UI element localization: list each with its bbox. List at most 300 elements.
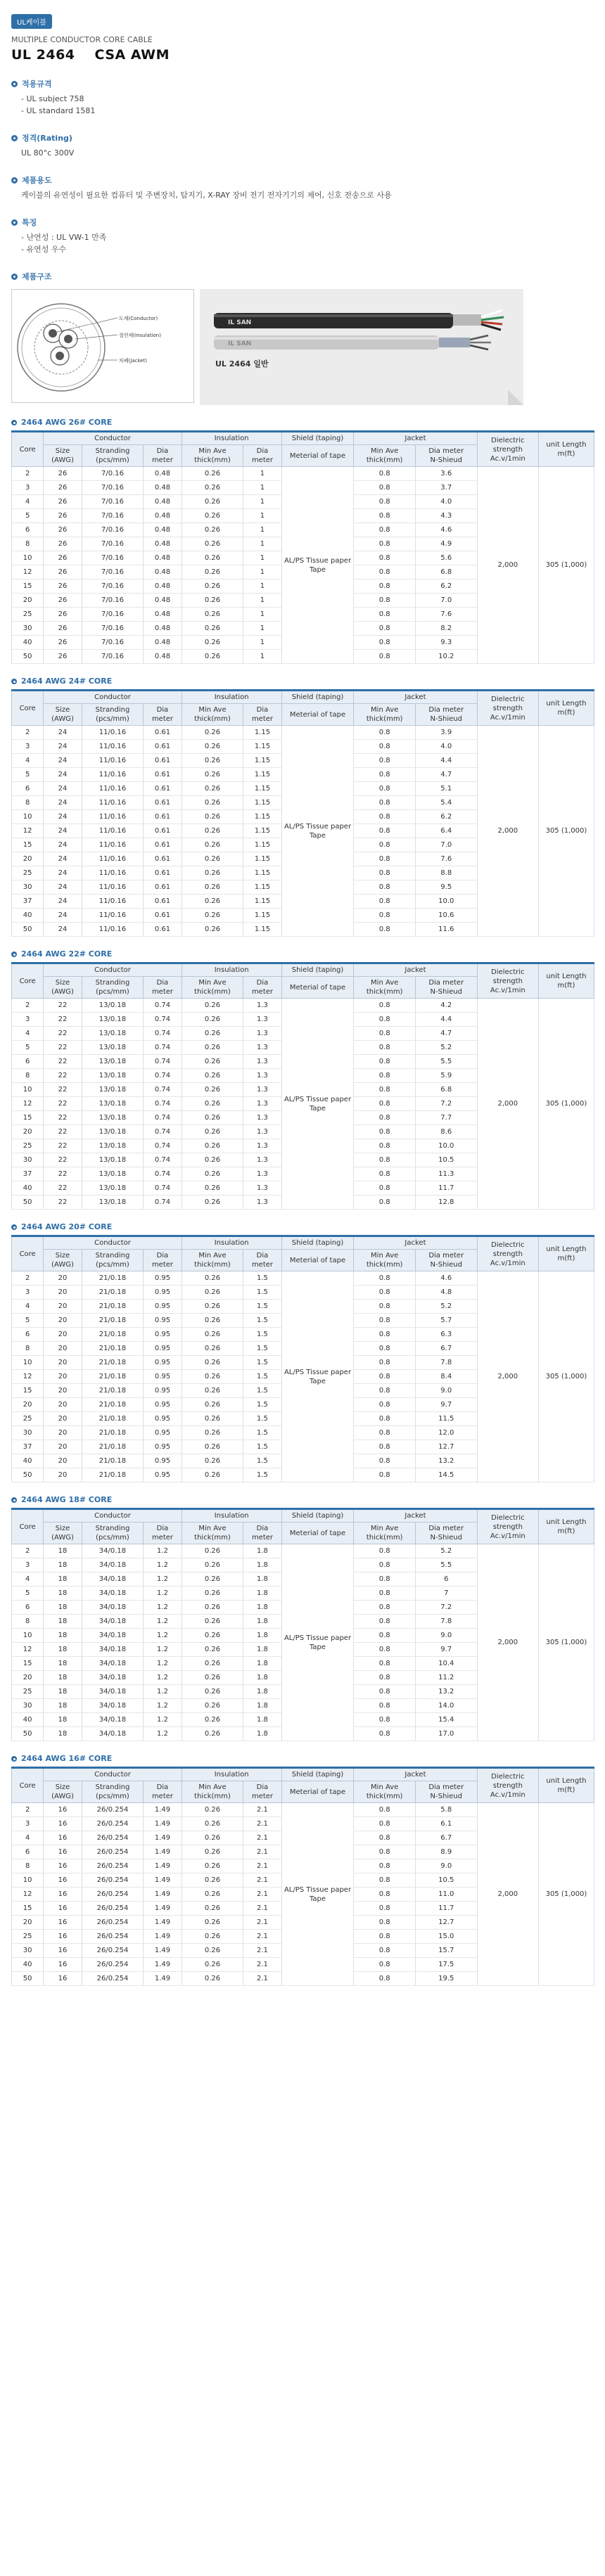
cell-jacket-thick: 0.8 [354,1356,416,1370]
col-conductor-dia: Dia meter [144,1781,182,1803]
cell-core: 8 [12,1859,44,1873]
cell-jacket-dia: 9.0 [415,1859,477,1873]
cell-conductor-dia: 1.2 [144,1615,182,1629]
cell-stranding: 7/0.16 [82,579,144,594]
cell-core: 4 [12,495,44,509]
cell-core: 4 [12,1027,44,1041]
col-jacket: Jacket [354,1768,477,1781]
cell-insulation-dia: 1.5 [243,1440,281,1454]
cell-jacket-dia: 7.0 [415,594,477,608]
cell-insulation-dia: 1 [243,481,281,495]
cell-core: 3 [12,1013,44,1027]
cell-jacket-dia: 4.8 [415,1286,477,1300]
cell-material: AL/PS Tissue paper Tape [281,1271,354,1482]
cell-insulation-thick: 0.26 [182,1300,243,1314]
cell-jacket-thick: 0.8 [354,1426,416,1440]
cell-conductor-dia: 0.48 [144,495,182,509]
cell-size: 26 [44,509,82,523]
cell-size: 18 [44,1572,82,1587]
page-title [11,47,594,63]
cell-conductor-dia: 0.74 [144,1083,182,1097]
cell-stranding: 26/0.254 [82,1845,144,1859]
cell-stranding: 13/0.18 [82,1027,144,1041]
cell-size: 24 [44,810,82,824]
cell-stranding: 13/0.18 [82,1013,144,1027]
col-jacket-dia: Dia meter N-Shieud [415,1250,477,1271]
col-conductor: Conductor [44,1509,182,1523]
cell-conductor-dia: 0.48 [144,481,182,495]
cell-jacket-thick: 0.8 [354,1167,416,1181]
cell-size: 26 [44,608,82,622]
cell-insulation-thick: 0.26 [182,1153,243,1167]
cell-conductor-dia: 0.95 [144,1300,182,1314]
cell-insulation-thick: 0.26 [182,1055,243,1069]
cell-jacket-thick: 0.8 [354,1181,416,1196]
cell-size: 20 [44,1426,82,1440]
cell-insulation-thick: 0.26 [182,1196,243,1210]
cell-core: 15 [12,1902,44,1916]
cell-insulation-dia: 1 [243,594,281,608]
cell-jacket-dia: 4.6 [415,523,477,537]
cell-core: 6 [12,782,44,796]
cell-jacket-thick: 0.8 [354,782,416,796]
cell-insulation-thick: 0.26 [182,866,243,880]
cell-core: 2 [12,1544,44,1558]
col-jacket: Jacket [354,432,477,445]
cell-size: 16 [44,1845,82,1859]
cell-size: 16 [44,1803,82,1817]
cell-conductor-dia: 0.61 [144,810,182,824]
cell-core: 2 [12,726,44,740]
cell-stranding: 7/0.16 [82,622,144,636]
cell-insulation-thick: 0.26 [182,1902,243,1916]
spec-table [11,689,594,937]
cell-insulation-dia: 1.3 [243,1013,281,1027]
cell-insulation-thick: 0.26 [182,1657,243,1671]
cell-jacket-dia: 17.0 [415,1727,477,1741]
cell-insulation-dia: 1.15 [243,880,281,895]
feature-line: - 난연성 : UL VW-1 만족 [21,233,107,242]
cell-stranding: 13/0.18 [82,1041,144,1055]
cell-jacket-thick: 0.8 [354,594,416,608]
cell-conductor-dia: 0.61 [144,768,182,782]
table-title: 2464 AWG 16# CORE [11,1754,594,1763]
cell-conductor-dia: 0.61 [144,838,182,852]
cell-jacket-thick: 0.8 [354,1587,416,1601]
cell-insulation-thick: 0.26 [182,923,243,937]
cell-jacket-dia: 6.4 [415,824,477,838]
cell-jacket-dia: 4.0 [415,495,477,509]
cell-jacket-dia: 6.8 [415,565,477,579]
cell-conductor-dia: 1.2 [144,1699,182,1713]
cell-insulation-dia: 1.8 [243,1544,281,1558]
cell-dielectric: 2,000 [477,1271,539,1482]
cell-conductor-dia: 1.49 [144,1873,182,1888]
cell-size: 22 [44,1027,82,1041]
cell-insulation-dia: 2.1 [243,1958,281,1972]
cell-stranding: 34/0.18 [82,1601,144,1615]
cell-stranding: 21/0.18 [82,1342,144,1356]
cell-jacket-dia: 5.1 [415,782,477,796]
cell-conductor-dia: 0.95 [144,1440,182,1454]
cell-core: 20 [12,594,44,608]
cell-core: 12 [12,1370,44,1384]
cell-jacket-dia: 5.6 [415,551,477,565]
page-subtitle: MULTIPLE CONDUCTOR CORE CABLE [11,35,153,44]
cell-jacket-thick: 0.8 [354,1817,416,1831]
cell-insulation-dia: 1.8 [243,1601,281,1615]
cell-stranding: 34/0.18 [82,1713,144,1727]
col-unit-length: unit Length m(ft) [539,963,594,999]
cell-size: 22 [44,1167,82,1181]
cell-jacket-dia: 8.4 [415,1370,477,1384]
cell-core: 8 [12,796,44,810]
cell-stranding: 13/0.18 [82,1153,144,1167]
rating-line: UL 80°c 300V [21,148,75,158]
cell-insulation-dia: 1.8 [243,1558,281,1572]
cell-size: 24 [44,782,82,796]
cell-insulation-thick: 0.26 [182,1083,243,1097]
cell-insulation-thick: 0.26 [182,1356,243,1370]
cell-conductor-dia: 0.48 [144,551,182,565]
table-row [12,467,594,481]
cell-conductor-dia: 0.74 [144,1139,182,1153]
cell-conductor-dia: 0.74 [144,1153,182,1167]
cell-insulation-dia: 1.8 [243,1615,281,1629]
cell-stranding: 34/0.18 [82,1671,144,1685]
category-tag[interactable]: UL케이블 [11,14,52,29]
cell-core: 10 [12,551,44,565]
cell-jacket-thick: 0.8 [354,768,416,782]
cell-conductor-dia: 0.74 [144,1181,182,1196]
cell-insulation-dia: 1.8 [243,1629,281,1643]
cable-photo [200,289,523,405]
cell-conductor-dia: 0.61 [144,754,182,768]
cell-jacket-dia: 5.9 [415,1069,477,1083]
cell-jacket-dia: 8.8 [415,866,477,880]
cell-size: 22 [44,1125,82,1139]
cell-core: 2 [12,1271,44,1286]
cell-insulation-dia: 2.1 [243,1944,281,1958]
bullet-icon [11,951,17,957]
cell-conductor-dia: 0.95 [144,1468,182,1482]
col-material: Meterial of tape [281,704,354,726]
cell-core: 40 [12,1713,44,1727]
cell-stranding: 21/0.18 [82,1356,144,1370]
cell-stranding: 13/0.18 [82,1167,144,1181]
col-size: Size (AWG) [44,704,82,726]
col-conductor: Conductor [44,963,182,977]
cell-jacket-thick: 0.8 [354,1859,416,1873]
cell-conductor-dia: 0.61 [144,852,182,866]
cell-insulation-thick: 0.26 [182,1286,243,1300]
cell-conductor-dia: 0.74 [144,1041,182,1055]
cell-insulation-thick: 0.26 [182,1271,243,1286]
cell-jacket-dia: 8.2 [415,622,477,636]
cell-core: 12 [12,1888,44,1902]
col-stranding: Stranding (pcs/mm) [82,1250,144,1271]
cell-core: 50 [12,1727,44,1741]
col-conductor-dia: Dia meter [144,977,182,999]
cell-size: 16 [44,1831,82,1845]
cell-insulation-dia: 1.8 [243,1685,281,1699]
cell-size: 18 [44,1643,82,1657]
col-stranding: Stranding (pcs/mm) [82,1523,144,1544]
table-title: 2464 AWG 20# CORE [11,1222,594,1231]
cell-stranding: 26/0.254 [82,1972,144,1986]
cell-insulation-thick: 0.26 [182,1041,243,1055]
table-title: 2464 AWG 22# CORE [11,949,594,959]
cell-stranding: 21/0.18 [82,1314,144,1328]
cell-conductor-dia: 1.2 [144,1671,182,1685]
cell-size: 16 [44,1958,82,1972]
standard-line: - UL standard 1581 [21,106,96,115]
cell-jacket-dia: 10.0 [415,895,477,909]
cell-core: 37 [12,1440,44,1454]
cell-insulation-thick: 0.26 [182,650,243,664]
cell-stranding: 7/0.16 [82,537,144,551]
col-stranding: Stranding (pcs/mm) [82,1781,144,1803]
cell-jacket-dia: 15.7 [415,1944,477,1958]
cell-stranding: 26/0.254 [82,1958,144,1972]
cell-size: 16 [44,1944,82,1958]
cell-conductor-dia: 0.95 [144,1370,182,1384]
cell-conductor-dia: 0.61 [144,909,182,923]
col-size: Size (AWG) [44,1250,82,1271]
cell-size: 24 [44,768,82,782]
section-heading: 정격(Rating) [11,132,594,143]
col-conductor: Conductor [44,1236,182,1250]
cell-jacket-dia: 12.0 [415,1426,477,1440]
col-jacket-thick: Min Ave thick(mm) [354,704,416,726]
cell-jacket-dia: 9.7 [415,1643,477,1657]
cell-jacket-dia: 5.4 [415,796,477,810]
cell-jacket-thick: 0.8 [354,467,416,481]
cell-conductor-dia: 1.2 [144,1657,182,1671]
cell-core: 3 [12,481,44,495]
cell-insulation-thick: 0.26 [182,880,243,895]
cell-insulation-thick: 0.26 [182,1817,243,1831]
cell-core: 40 [12,1454,44,1468]
table-row [12,999,594,1013]
cell-size: 26 [44,650,82,664]
cell-jacket-dia: 13.2 [415,1685,477,1699]
cell-insulation-thick: 0.26 [182,1916,243,1930]
cell-size: 26 [44,537,82,551]
col-min-ave-thick: Min Ave thick(mm) [182,1523,243,1544]
cell-conductor-dia: 1.2 [144,1629,182,1643]
cell-size: 24 [44,740,82,754]
cell-stranding: 7/0.16 [82,565,144,579]
section-heading: 특징 [11,217,594,228]
cell-jacket-thick: 0.8 [354,838,416,852]
section-body [21,147,594,159]
cell-core: 4 [12,1300,44,1314]
cell-insulation-thick: 0.26 [182,1097,243,1111]
col-shield: Shield (taping) [281,691,354,704]
col-conductor-dia: Dia meter [144,704,182,726]
cell-size: 18 [44,1558,82,1572]
cell-jacket-dia: 10.0 [415,1139,477,1153]
structure-figure [11,289,594,405]
cell-jacket-dia: 5.2 [415,1544,477,1558]
cell-size: 24 [44,895,82,909]
cell-core: 3 [12,1286,44,1300]
cell-size: 16 [44,1902,82,1916]
cell-conductor-dia: 0.74 [144,1167,182,1181]
col-insulation: Insulation [182,432,281,445]
section-body [21,189,594,201]
cell-insulation-dia: 1.8 [243,1671,281,1685]
col-insulation-dia: Dia meter [243,445,281,467]
col-dielectric: Dielectric strength Ac.v/1min [477,1768,539,1803]
cell-core: 2 [12,999,44,1013]
cell-stranding: 26/0.254 [82,1831,144,1845]
cell-conductor-dia: 1.49 [144,1845,182,1859]
cell-core: 6 [12,1845,44,1859]
col-insulation-dia: Dia meter [243,704,281,726]
cell-insulation-thick: 0.26 [182,1440,243,1454]
cell-conductor-dia: 1.2 [144,1572,182,1587]
cell-core: 8 [12,1342,44,1356]
cell-jacket-thick: 0.8 [354,1111,416,1125]
cell-size: 20 [44,1300,82,1314]
cell-core: 10 [12,1356,44,1370]
cell-jacket-thick: 0.8 [354,650,416,664]
cell-jacket-dia: 7.6 [415,608,477,622]
cell-insulation-dia: 2.1 [243,1888,281,1902]
cell-jacket-dia: 8.6 [415,1125,477,1139]
cell-core: 50 [12,1972,44,1986]
col-material: Meterial of tape [281,1781,354,1803]
cell-material: AL/PS Tissue paper Tape [281,999,354,1210]
cell-jacket-dia: 11.7 [415,1181,477,1196]
cell-insulation-thick: 0.26 [182,1727,243,1741]
cell-conductor-dia: 1.49 [144,1972,182,1986]
cell-jacket-dia: 15.4 [415,1713,477,1727]
cell-insulation-thick: 0.26 [182,1468,243,1482]
cell-insulation-thick: 0.26 [182,1412,243,1426]
cell-size: 22 [44,1041,82,1055]
cell-size: 16 [44,1972,82,1986]
cell-jacket-dia: 7.2 [415,1097,477,1111]
col-core: Core [12,963,44,999]
cell-jacket-dia: 5.2 [415,1041,477,1055]
cell-stranding: 34/0.18 [82,1657,144,1671]
bullet-icon [11,1224,17,1230]
cell-insulation-dia: 1 [243,565,281,579]
cell-jacket-thick: 0.8 [354,1384,416,1398]
cell-insulation-thick: 0.26 [182,467,243,481]
cell-jacket-thick: 0.8 [354,895,416,909]
cell-insulation-thick: 0.26 [182,481,243,495]
cell-core: 30 [12,622,44,636]
col-core: Core [12,691,44,726]
cell-jacket-thick: 0.8 [354,1342,416,1356]
cell-jacket-dia: 6.1 [415,1817,477,1831]
cell-size: 18 [44,1713,82,1727]
cell-jacket-thick: 0.8 [354,1958,416,1972]
cell-jacket-thick: 0.8 [354,1888,416,1902]
cell-insulation-dia: 1.15 [243,726,281,740]
cell-stranding: 11/0.16 [82,880,144,895]
col-min-ave-thick: Min Ave thick(mm) [182,1781,243,1803]
col-unit-length: unit Length m(ft) [539,1768,594,1803]
cell-unit-length: 305 (1,000) [539,1271,594,1482]
col-conductor: Conductor [44,432,182,445]
cell-core: 8 [12,537,44,551]
cell-conductor-dia: 0.95 [144,1271,182,1286]
cell-jacket-thick: 0.8 [354,1055,416,1069]
cell-conductor-dia: 1.49 [144,1944,182,1958]
cell-insulation-dia: 1 [243,537,281,551]
cell-conductor-dia: 0.95 [144,1286,182,1300]
cell-core: 25 [12,1139,44,1153]
cell-insulation-thick: 0.26 [182,1859,243,1873]
cell-insulation-dia: 2.1 [243,1873,281,1888]
cell-insulation-dia: 1.15 [243,866,281,880]
cell-jacket-thick: 0.8 [354,1412,416,1426]
col-dielectric: Dielectric strength Ac.v/1min [477,432,539,467]
cell-conductor-dia: 0.61 [144,740,182,754]
cell-jacket-thick: 0.8 [354,1271,416,1286]
cell-jacket-dia: 10.5 [415,1873,477,1888]
cell-stranding: 26/0.254 [82,1944,144,1958]
cell-insulation-thick: 0.26 [182,1601,243,1615]
cell-insulation-thick: 0.26 [182,495,243,509]
cell-insulation-dia: 1.5 [243,1468,281,1482]
cell-jacket-thick: 0.8 [354,1041,416,1055]
col-jacket-dia: Dia meter N-Shieud [415,1781,477,1803]
cell-jacket-thick: 0.8 [354,565,416,579]
cell-core: 5 [12,1587,44,1601]
bullet-icon [11,177,18,184]
cell-core: 30 [12,1426,44,1440]
title-main: UL 2464 [11,47,75,63]
cell-insulation-thick: 0.26 [182,1139,243,1153]
cell-size: 26 [44,622,82,636]
cell-stranding: 7/0.16 [82,481,144,495]
cell-insulation-dia: 1 [243,467,281,481]
cell-insulation-thick: 0.26 [182,622,243,636]
cell-jacket-dia: 9.7 [415,1398,477,1412]
cell-insulation-thick: 0.26 [182,999,243,1013]
cell-insulation-dia: 1.15 [243,754,281,768]
col-conductor-dia: Dia meter [144,1250,182,1271]
cell-core: 12 [12,1097,44,1111]
cell-dielectric: 2,000 [477,1803,539,1986]
cell-core: 50 [12,650,44,664]
cell-insulation-dia: 1.3 [243,1196,281,1210]
col-conductor: Conductor [44,1768,182,1781]
cell-insulation-dia: 1.5 [243,1356,281,1370]
cell-insulation-dia: 1.15 [243,895,281,909]
col-material: Meterial of tape [281,977,354,999]
col-min-ave-thick: Min Ave thick(mm) [182,977,243,999]
cell-jacket-thick: 0.8 [354,810,416,824]
cell-jacket-thick: 0.8 [354,622,416,636]
cell-jacket-dia: 11.0 [415,1888,477,1902]
cell-conductor-dia: 0.48 [144,579,182,594]
cell-insulation-thick: 0.26 [182,1629,243,1643]
cell-stranding: 13/0.18 [82,1055,144,1069]
cell-insulation-thick: 0.26 [182,1713,243,1727]
cell-insulation-thick: 0.26 [182,1944,243,1958]
col-jacket: Jacket [354,691,477,704]
spec-tables [11,418,594,1986]
cell-size: 18 [44,1657,82,1671]
col-core: Core [12,1236,44,1271]
